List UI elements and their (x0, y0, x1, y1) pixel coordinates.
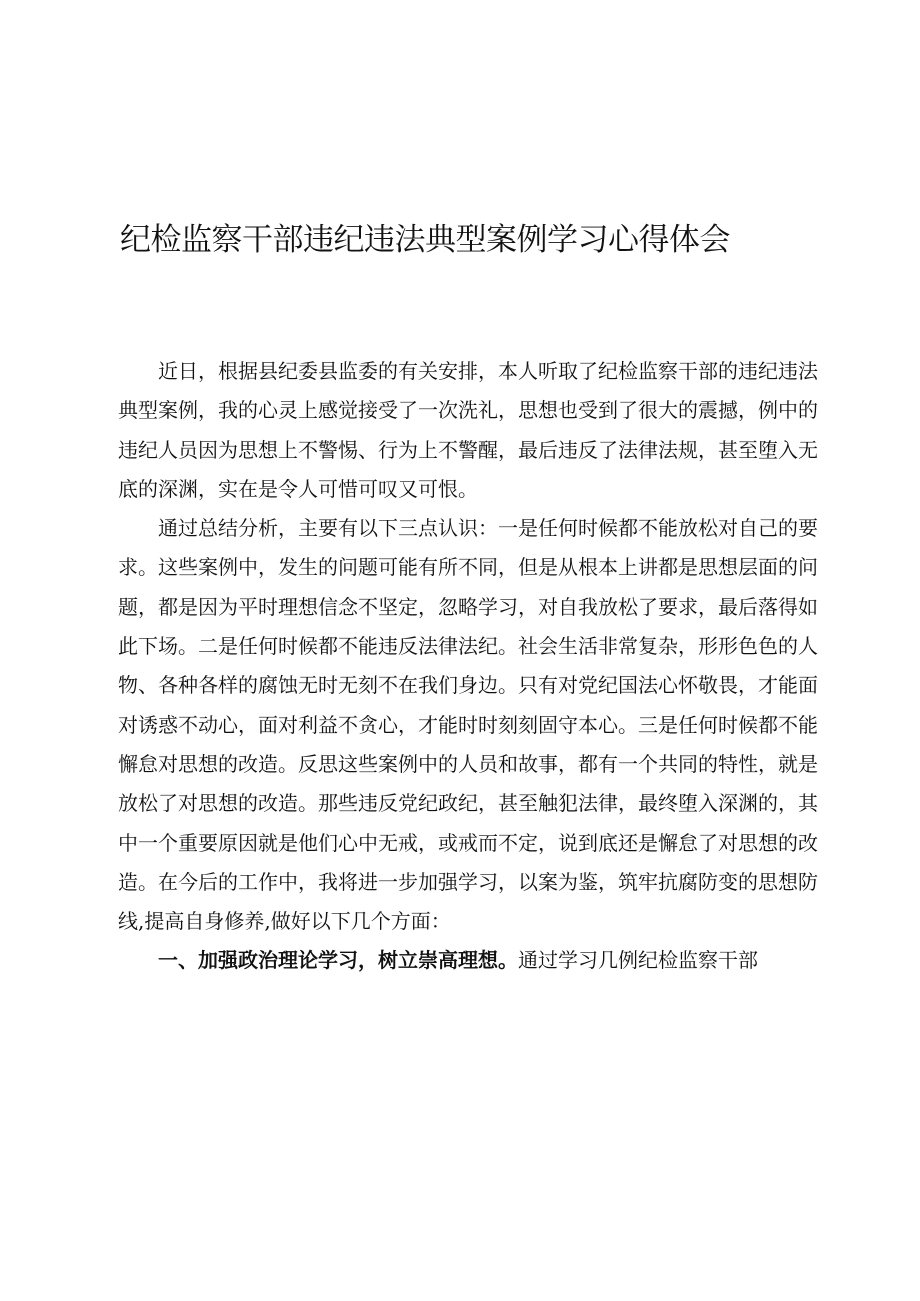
section-1-heading: 一、加强政治理论学习，树立崇高理想。 (158, 948, 518, 973)
paragraph-section-1 (118, 941, 818, 980)
paragraph-intro: 近日，根据县纪委县监委的有关安排，本人听取了纪检监察干部的违纪违法典型案例，我的心灵上感觉接受了一次洗礼，思想也受到了很大的震撼，例中的违纪人员因为思想上不警惕、行为上不警醒，最后违反了法律法规，甚至堕入无底的深渊，实在是令人可惜可叹又可恨。 (118, 359, 818, 501)
document-body (118, 352, 818, 981)
section-1-text: 通过学习几例纪检监察干部 (518, 948, 758, 973)
document-title: 纪检监察干部违纪违法典型案例学习心得体会 (120, 222, 730, 258)
paragraph-analysis: 通过总结分析，主要有以下三点认识：一是任何时候都不能放松对自己的要求。这些案例中，发生的问题可能有所不同，但是从根本上讲都是思想层面的问题，都是因为平时理想信念不坚定，忽略学习，对自我放松了要求，最后落得如此下场。二是任何时候都不能违反法律法纪。社会生活非常复杂，形形色色的人物、各种各样的腐蚀无时无刻不在我们身边。只有对党纪国法心怀敬畏，才能面对诱惑不动心，面对利益不贪心，才能时时刻刻固守本心。三是任何时候都不能懈怠对思想的改造。反思这些案例中的人员和故事，都有一个共同的特性，就是放松了对思想的改造。那些违反党纪政纪，甚至触犯法律，最终堕入深渊的，其中一个重要原因就是他们心中无戒，或戒而不定，说到底还是懈怠了对思想的改造。在今后的工作中，我将进一步加强学习，以案为鉴，筑牢抗腐防变的思想防线,提高自身修养,做好以下几个方面： (118, 516, 818, 934)
